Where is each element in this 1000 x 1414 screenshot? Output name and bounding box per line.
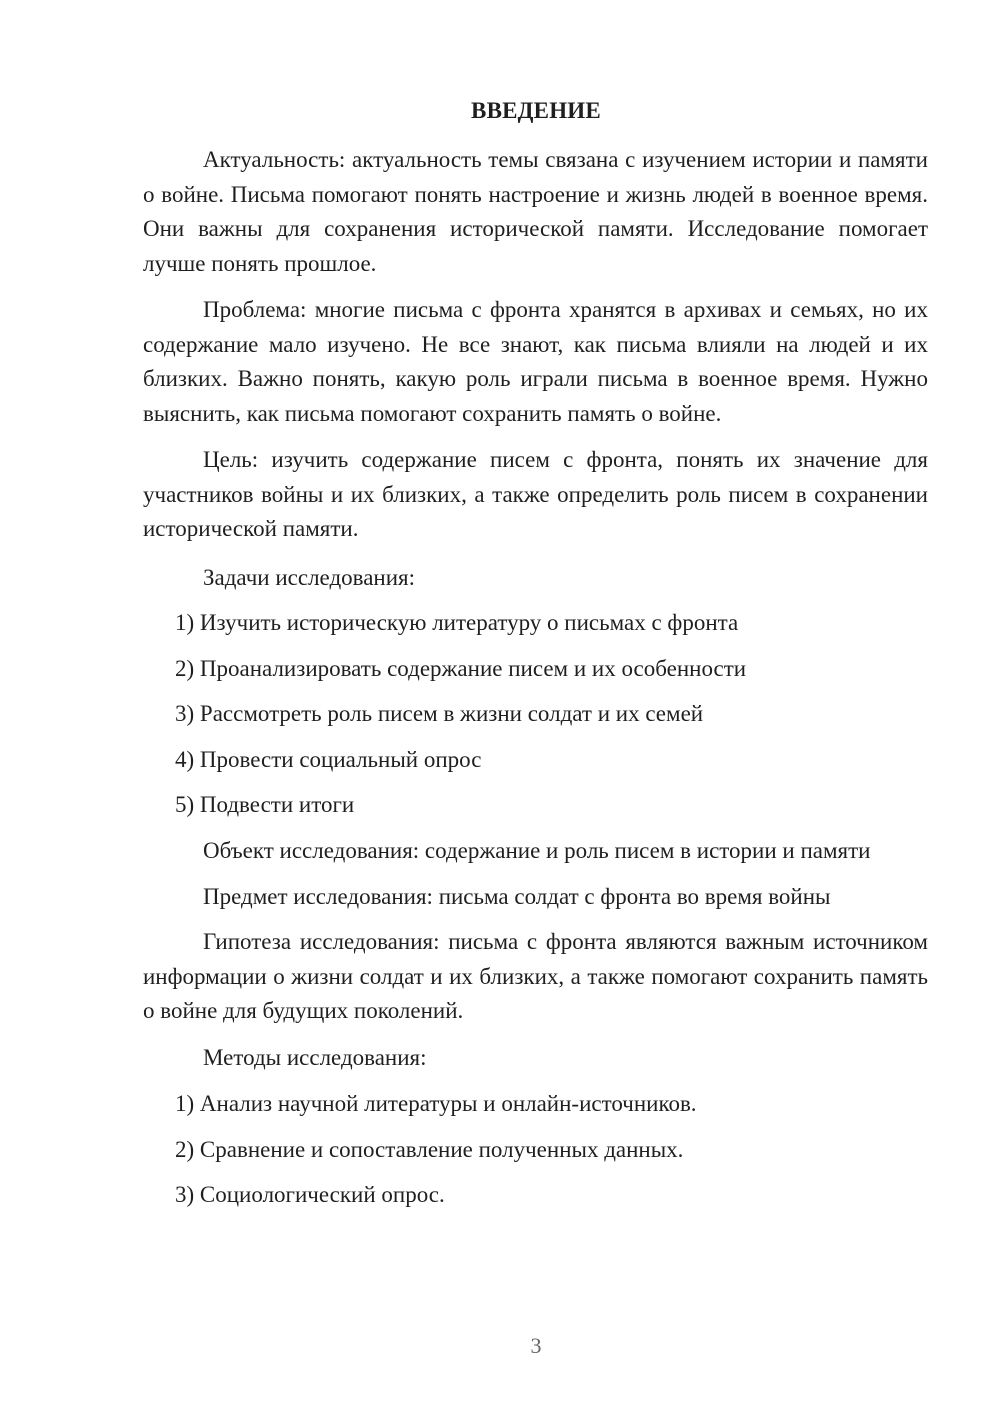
list-item: 3) Рассмотреть роль писем в жизни солдат и их семей xyxy=(175,701,704,726)
list-item: 1) Изучить историческую литературу о письмах с фронта xyxy=(175,610,739,635)
intro-paragraphs xyxy=(143,143,928,559)
research-hypothesis: Гипотеза исследования: письма с фронта являются важным источником информации о жизни солдат и их близких, а также помогают сохранить память о войне для будущих поколений. xyxy=(143,929,928,1023)
page-title: ВВЕДЕНИЕ xyxy=(471,98,601,123)
tasks-section xyxy=(143,561,928,596)
research-object: Объект исследования: содержание и роль писем в истории и памяти xyxy=(203,838,871,863)
list-item: 3) Социологический опрос. xyxy=(175,1182,445,1207)
tasks-heading: Задачи исследования: xyxy=(203,565,416,590)
methods-list xyxy=(143,1087,928,1213)
methods-section xyxy=(143,1041,928,1076)
methods-heading: Методы исследования: xyxy=(203,1045,427,1070)
list-item: 4) Провести социальный опрос xyxy=(175,746,482,772)
list-item: 2) Проанализировать содержание писем и их особенности xyxy=(175,655,747,681)
list-item: 2) Сравнение и сопоставление полученных данных. xyxy=(175,1136,684,1162)
list-item: 5) Подвести итоги xyxy=(175,792,355,817)
tasks-list xyxy=(143,606,928,823)
goal-paragraph: Цель: изучить содержание писем с фронта, понять их значение для участников войны и их близких, а также определить роль писем в сохранении исторической памяти. xyxy=(143,447,928,541)
problem-paragraph: Проблема: многие письма с фронта хранятся в архивах и семьях, но их содержание мало изучено. Не все знают, как письма влияли на людей и их близких. Важно понять, какую роль играли письма в военное время. Нужно выяснить, как письма помогают сохранить память о войне. xyxy=(143,297,928,426)
research-definitions xyxy=(143,834,928,1041)
list-item: 1) Анализ научной литературы и онлайн-источников. xyxy=(175,1091,697,1116)
research-subject: Предмет исследования: письма солдат с фронта во время войны xyxy=(203,883,831,909)
page-number: 3 xyxy=(530,1333,542,1358)
relevance-paragraph: Актуальность: актуальность темы связана с изучением истории и памяти о войне. Письма помогают понять настроение и жизнь людей в военное время. Они важны для сохранения исторической памяти. Исследование помогает лучше понять прошлое. xyxy=(143,147,928,276)
